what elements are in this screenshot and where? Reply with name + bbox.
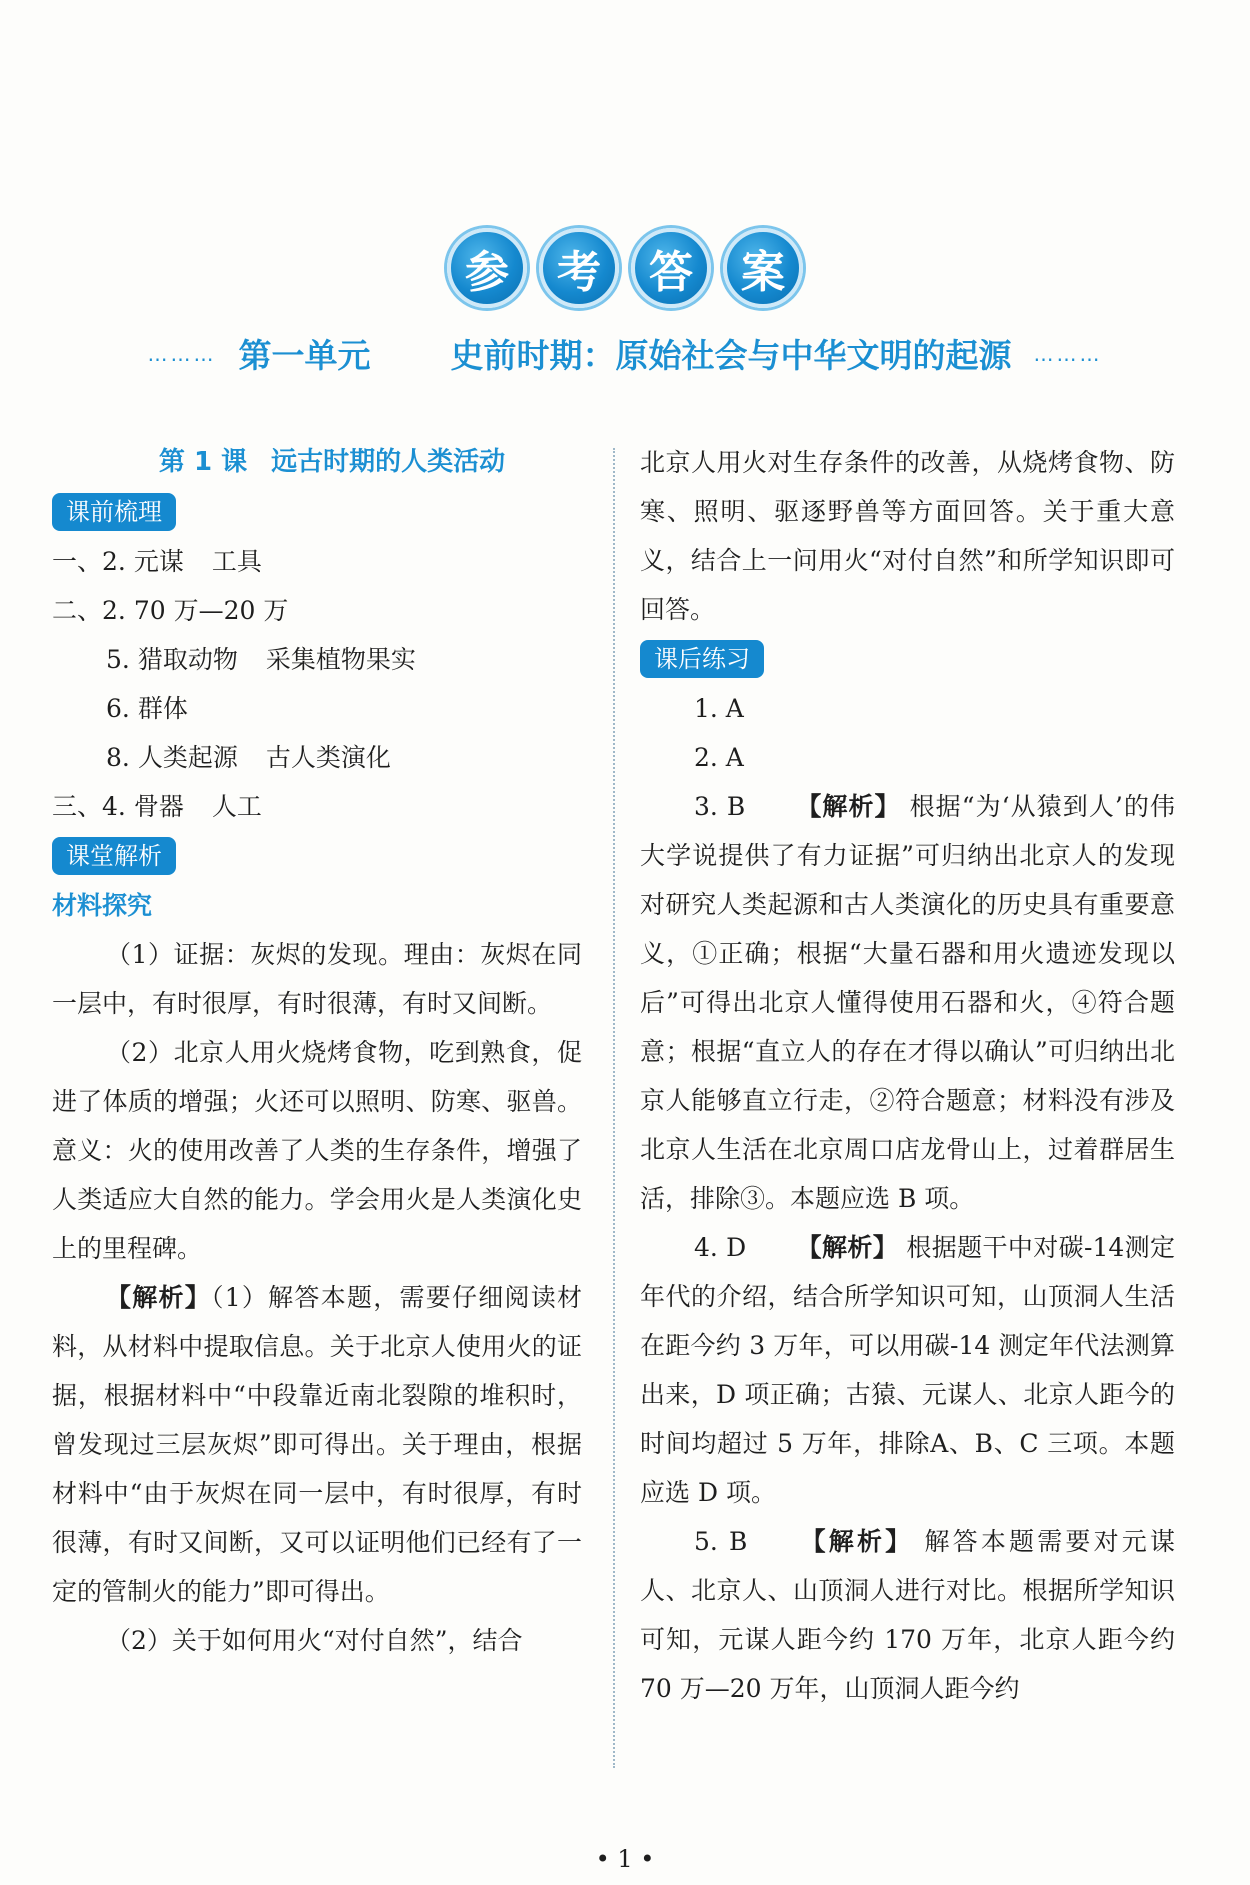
answer-line-6: 三、4. 骨器 人工	[52, 792, 262, 821]
answer-line-5: 8. 人类起源 古人类演化	[106, 743, 391, 772]
answer-line-2: 二、2. 70 万—20 万	[52, 596, 289, 625]
answer-line-1: 一、2. 元谋 工具	[52, 547, 262, 576]
section-tag-practice: 课后练习	[640, 640, 764, 678]
analysis-label: 【解析】	[106, 1283, 212, 1312]
unit-heading	[0, 330, 1250, 377]
unit-title: 史前时期：原始社会与中华文明的起源	[450, 336, 1012, 375]
right-column	[640, 438, 1175, 1713]
left-column	[52, 438, 582, 1665]
paragraph-4: （2）关于如何用火“对付自然”，结合	[106, 1626, 523, 1655]
title-char-2: 考	[539, 228, 619, 308]
right-dots: ………	[1033, 341, 1103, 366]
section-tag-classroom: 课堂解析	[52, 837, 176, 875]
answer-3: 3. B 【解析】 根据“为‘从猿到人’的伟大学说提供了有力证据”可归纳出北京人的发现对研究人类起源和古人类演化的历史具有重要意义，①正确；根据“大量石器和用火遗迹发现以后”可得出北京人懂得使用石器和火，④符合题意；根据“直立人的存在才得以确认”可归纳出北京人能够直立行走，②符合题意；材料没有涉及北京人生活在北京周口店龙骨山上，过着群居生活，排除③。本题应选 B 项。	[640, 792, 1175, 1213]
section-tag-preview: 课前梳理	[52, 493, 176, 531]
column-divider	[613, 448, 615, 1768]
paragraph-continued: 北京人用火对生存条件的改善，从烧烤食物、防寒、照明、驱逐野兽等方面回答。关于重大意义，结合上一问用火“对付自然”和所学知识即可回答。	[640, 448, 1175, 624]
paragraph-3: 【解析】（1）解答本题，需要仔细阅读材料，从材料中提取信息。关于北京人使用火的证据，根据材料中“中段靠近南北裂隙的堆积时，曾发现过三层灰烬”即可得出。关于理由，根据材料中“由于灰烬在同一层中，有时很厚，有时很薄，有时又间断，又可以证明他们已经有了一定的管制火的能力”即可得出。	[52, 1283, 582, 1606]
left-dots: ………	[147, 341, 217, 366]
paragraph-1: （1）证据：灰烬的发现。理由：灰烬在同一层中，有时很厚，有时很薄，有时又间断。	[52, 940, 582, 1018]
lesson-number: 第 1 课	[158, 447, 248, 477]
page-number: • 1 •	[595, 1845, 655, 1873]
answer-5: 5. B 【解析】 解答本题需要对元谋人、北京人、山顶洞人进行对比。根据所学知识可知，元谋人距今约 170 万年，北京人距今约 70 万—20 万年，山顶洞人距今约	[640, 1527, 1175, 1703]
paragraph-2: （2）北京人用火烧烤食物，吃到熟食，促进了体质的增强；火还可以照明、防寒、驱兽。意义：火的使用改善了人类的生存条件，增强了人类适应大自然的能力。学会用火是人类演化史上的里程碑。	[52, 1038, 582, 1263]
title-char-3: 答	[631, 228, 711, 308]
unit-number: 第一单元	[238, 336, 371, 375]
answer-line-3: 5. 猎取动物 采集植物果实	[106, 645, 416, 674]
answer-key-title	[0, 228, 1250, 308]
answer-1: 1. A	[694, 694, 744, 723]
subsection-material: 材料探究	[52, 891, 153, 920]
title-char-1: 参	[447, 228, 527, 308]
lesson-title	[82, 438, 582, 487]
answer-line-4: 6. 群体	[106, 694, 188, 723]
answer-2: 2. A	[694, 743, 744, 772]
answer-4: 4. D 【解析】 根据题干中对碳-14测定年代的介绍，结合所学知识可知，山顶洞人生活在距今约 3 万年，可以用碳-14 测定年代法测算出来，D 项正确；古猿、元谋人、北京人距今的时间均超过 5 万年，排除A、B、C 三项。本题应选 D 项。	[640, 1233, 1175, 1507]
title-char-4: 案	[723, 228, 803, 308]
lesson-name: 远古时期的人类活动	[271, 447, 506, 477]
